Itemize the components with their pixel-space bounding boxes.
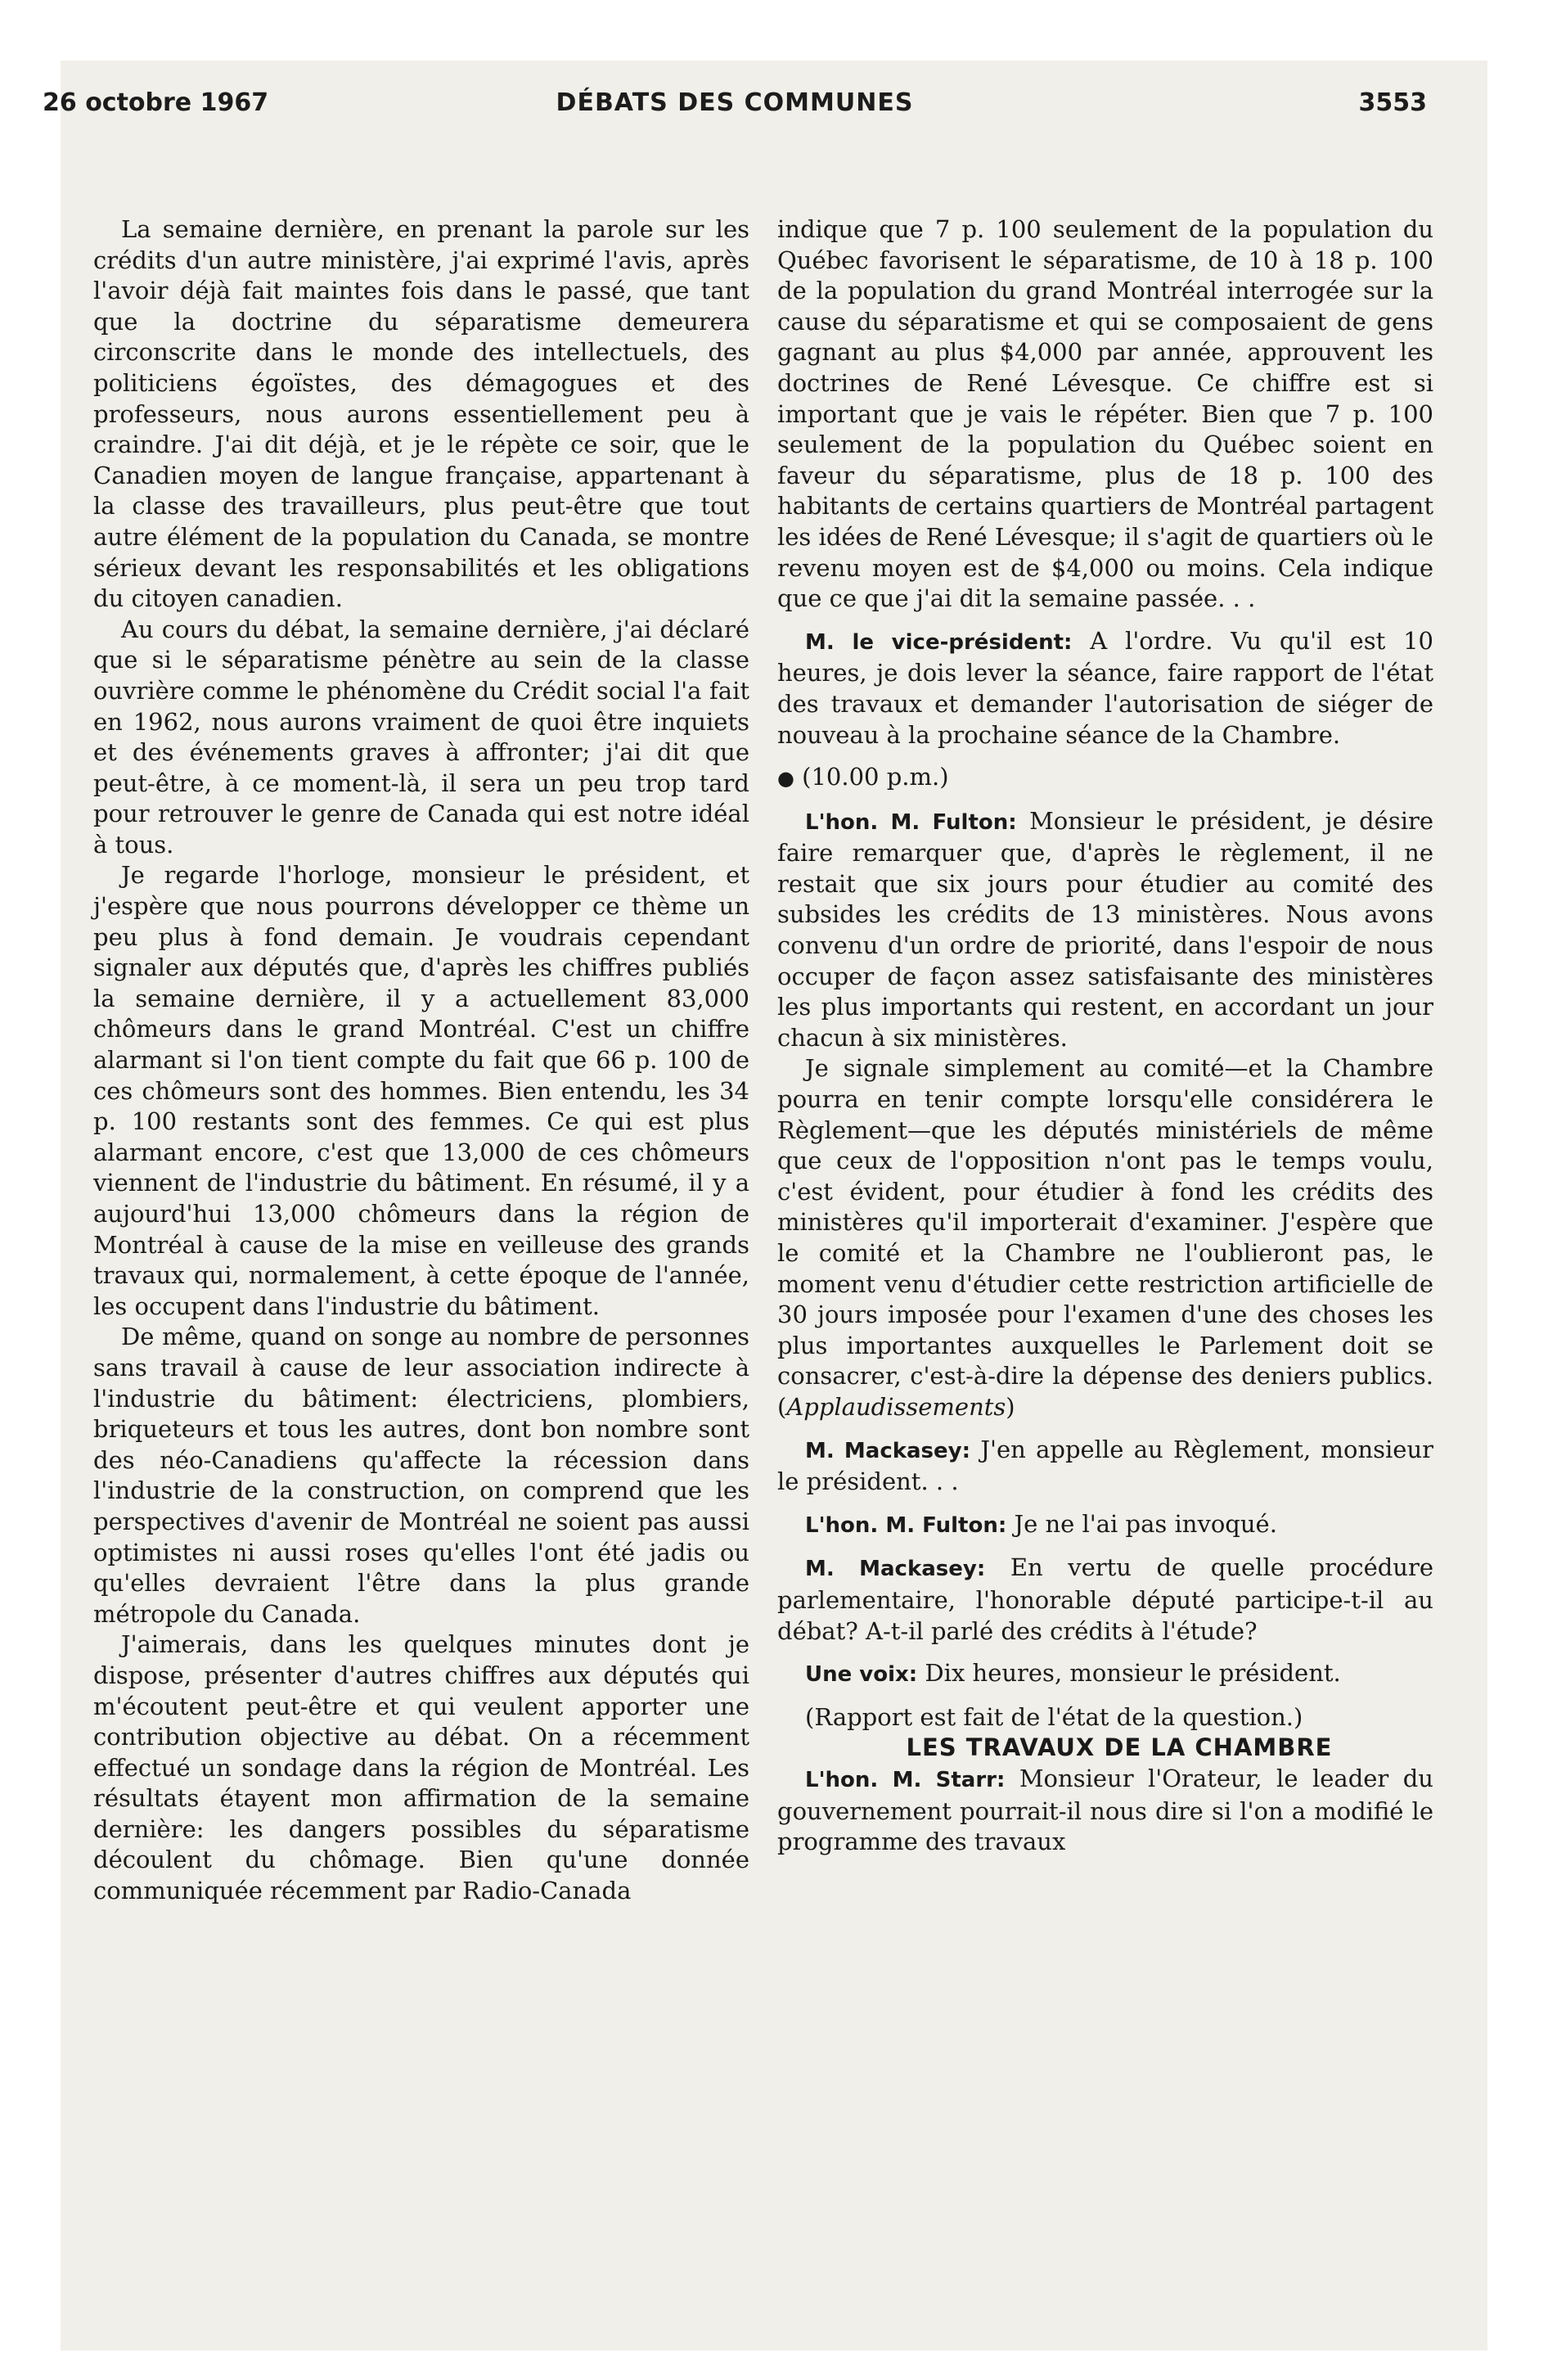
- closing-paren: ): [1006, 1392, 1015, 1421]
- left-column: [93, 214, 749, 1907]
- speech-voice: [777, 1658, 1433, 1691]
- page-number: 3553: [1358, 88, 1427, 117]
- paragraph: J'aimerais, dans les quelques minutes dont je dispose, présenter d'autres chiffres aux députés qui m'écoutent peut-être et qui veulent apporter une contribution objective au débat. On a récemment effectué un sondage dans la région de Montréal. Les résultats étayent mon affirmation de la semaine dernière: les dangers possibles du séparatisme découlent du chômage. Bien qu'une donnée communiquée récemment par Radio-Canada: [93, 1630, 749, 1905]
- speaker-name: M. Mackasey:: [805, 1557, 986, 1582]
- paragraph: Je regarde l'horloge, monsieur le président, et j'espère que nous pourrons développer ce thème un peu plus à fond demain. Je voudrais cependant signaler aux députés que, d'après les chiffres publiés la semaine dernière, il y a actuellement 83,000 chômeurs dans le grand Montréal. C'est un chiffre alarmant si l'on tient compte du fait que 66 p. 100 de ces chômeurs sont des hommes. Bien entendu, les 34 p. 100 restants sont des femmes. Ce qui est plus alarmant encore, c'est que 13,000 de ces chômeurs viennent de l'industrie du bâtiment. En résumé, il y a aujourd'hui 13,000 chômeurs dans la région de Montréal à cause de la mise en veilleuse des grands travaux qui, normalement, à cette époque de l'année, les occupent dans l'industrie du bâtiment.: [93, 861, 749, 1320]
- paragraph: Au cours du débat, la semaine dernière, j'ai déclaré que si le séparatisme pénètre au sein de la classe ouvrière comme le phénomène du Crédit social l'a fait en 1962, nous aurons vraiment de quoi être inquiets et des événements graves à affronter; j'ai dit que peut-être, à ce moment-là, il sera un peu trop tard pour retrouver le genre de Canada qui est notre idéal à tous.: [93, 615, 749, 859]
- paragraph: La semaine dernière, en prenant la parole sur les crédits d'un autre ministère, j'ai exprimé l'avis, après l'avoir déjà fait maintes fois dans le passé, que tant que la doctrine du séparatisme demeurera circonscrite dans le monde des intellectuels, des politiciens égoïstes, des démagogues et des professeurs, nous aurons essentiellement peu à craindre. J'ai dit déjà, et je le répète ce soir, que le Canadien moyen de langue française, appartenant à la classe des travailleurs, plus peut-être que tout autre élément de la population du Canada, se montre sérieux devant les responsabilités et les obligations du citoyen canadien.: [93, 215, 749, 613]
- paragraph: indique que 7 p. 100 seulement de la population du Québec favorisent le séparatisme, de 10 à 18 p. 100 de la population du grand Montréal interrogée sur la cause du séparatisme et qui se composaient de gens gagnant au plus $4,000 par année, approuvent les doctrines de René Lévesque. Ce chiffre est si important que je vais le répéter. Bien que 7 p. 100 seulement de la population du Québec soient en faveur du séparatisme, plus de 18 p. 100 des habitants de certains quartiers de Montréal partagent les idées de René Lévesque; il s'agit de quartiers où le revenu moyen est de $4,000 ou moins. Cela indique que ce que j'ai dit la semaine passée. . .: [777, 215, 1433, 613]
- speaker-name: Une voix:: [805, 1662, 918, 1688]
- speech-fulton: [777, 806, 1433, 1054]
- speech-text: A l'ordre. Vu qu'il est 10 heures, je dois lever la séance, faire rapport de l'état des travaux et demander l'autorisation de siéger de nouveau à la prochaine séance de la Chambre.: [777, 626, 1433, 749]
- speech-text: Monsieur l'Orateur, le leader du gouvernement pourrait-il nous dire si l'on a modifié le programme des travaux: [777, 1764, 1433, 1856]
- time-text: (10.00 p.m.): [802, 763, 949, 791]
- bullet-icon: ●: [777, 767, 794, 791]
- speech-vice-president: [777, 626, 1433, 751]
- speech-text: J'en appelle au Règlement, monsieur le président. . .: [777, 1435, 1433, 1496]
- paragraph: (Rapport est fait de l'état de la question.): [805, 1702, 1303, 1731]
- paragraph: De même, quand on songe au nombre de personnes sans travail à cause de leur association indirecte à l'industrie du bâtiment: électriciens, plombiers, briqueteurs et tous les autres, dont bon nombre sont des néo-Canadiens qu'affecte la récession dans l'industrie de la construction, on comprend que les perspectives d'avenir de Montréal ne soient pas aussi optimistes ni aussi roses qu'elles l'ont été jadis ou qu'elles devraient l'être dans la plus grande métropole du Canada.: [93, 1323, 749, 1628]
- speaker-name: M. le vice-président:: [805, 629, 1073, 655]
- speech-mackasey: [777, 1435, 1433, 1498]
- speaker-name: M. Mackasey:: [805, 1438, 971, 1463]
- section-heading: LES TRAVAUX DE LA CHAMBRE: [906, 1733, 1333, 1762]
- paragraph: [777, 1053, 1433, 1422]
- speech-mackasey: [777, 1553, 1433, 1647]
- speaker-name: L'hon. M. Fulton:: [805, 1512, 1007, 1538]
- speaker-name: L'hon. M. Fulton:: [805, 809, 1017, 835]
- applause-text: Applaudissements: [786, 1392, 1006, 1421]
- time-stamp: [777, 762, 1433, 795]
- right-column: [777, 214, 1433, 1858]
- speech-text: En vertu de quelle procédure parlementaire, l'honorable député participe-t-il au débat? A-t-il parlé des crédits à l'étude?: [777, 1553, 1433, 1645]
- header-title: DÉBATS DES COMMUNES: [556, 88, 914, 117]
- speech-text: Je ne l'ai pas invoqué.: [1006, 1509, 1277, 1538]
- page-header: [43, 88, 1427, 137]
- speech-fulton: [777, 1509, 1433, 1542]
- speech-text: Monsieur le président, je désire faire remarquer que, d'après le règlement, il ne restait que six jours pour étudier au comité des subsides les crédits de 13 ministères. Nous avons convenu d'un ordre de priorité, dans l'espoir de nous occuper de façon assez satisfaisante des ministères les plus importants qui restent, en accordant un jour chacun à six ministères.: [777, 806, 1433, 1052]
- speech-text: Dix heures, monsieur le président.: [917, 1659, 1341, 1688]
- speaker-name: L'hon. M. Starr:: [805, 1767, 1006, 1792]
- speech-text: Je signale simplement au comité—et la Chambre pourra en tenir compte lorsqu'elle considérera le Règlement—que les députés ministériels de même que ceux de l'opposition n'ont pas le temps voulu, c'est évident, pour étudier à fond les crédits des ministères qu'il importerait d'examiner. J'espère que le comité et la Chambre ne l'oublieront pas, le moment venu d'étudier cette restriction artificielle de 30 jours imposée pour l'examen d'une des choses les plus importantes auxquelles le Parlement doit se consacrer, c'est-à-dire la dépense des deniers publics. (: [777, 1054, 1433, 1421]
- header-date: 26 octobre 1967: [43, 88, 269, 117]
- speech-starr: [777, 1764, 1433, 1858]
